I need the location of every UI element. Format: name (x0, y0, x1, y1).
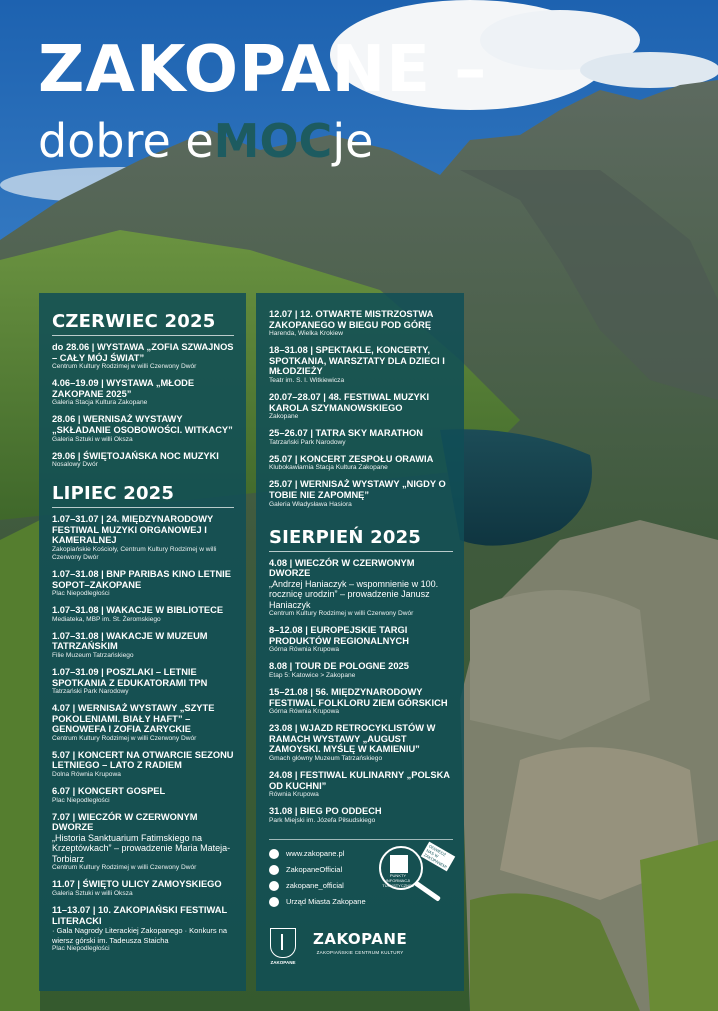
divider (269, 551, 453, 552)
link-instagram[interactable]: zakopane_official (269, 878, 453, 894)
page-subtitle: dobre eMOCje (38, 114, 374, 168)
event-item: 8.08 | TOUR DE POLOGNE 2025 Etap 5: Katowice > Zakopane (269, 661, 409, 679)
events-panel-left (39, 293, 246, 991)
social-links (269, 839, 453, 910)
events-panel-right (256, 293, 464, 991)
event-item: 15–21.08 | 56. MIĘDZYNARODOWY FESTIWAL FOLKLORU ZIEM GÓRSKICH Górna Równia Krupowa (269, 687, 448, 716)
event-item: 4.08 | WIECZÓR W CZERWONYM DWORZE „Andrzej Haniaczyk – wspomnienie w 100. rocznicę urodzin” – prowadzenie Janusz Haniaczyk Centrum Kultury Rodzimej w willi Czerwony Dwór (269, 557, 439, 618)
event-item: 25.07 | WERNISAŻ WYSTAWY „NIGDY O TOBIE NIE ZAPOMNĘ” Galeria Władysława Hasiora (269, 479, 446, 508)
event-item: 7.07 | WIECZÓR W CZERWONYM DWORZE „Historia Sanktuarium Fatimskiego na Krzeptówkach” – prowadzenie Maria Mateja-Torbiarz Centrum Kultury Rodzimej w willi Czerwony Dwór (52, 811, 231, 872)
event-item: 1.07–31.07 | 24. MIĘDZYNARODOWY FESTIWAL MUZYKI ORGANOWEJ I KAMERALNEJ Zakopiańskie Kościoły, Centrum Kultury Rodzimej w willi Czerwony Dwór (52, 514, 217, 561)
event-item: 8–12.08 | EUROPEJSKIE TARGI PRODUKTÓW REGIONALNYCH Górna Równia Krupowa (269, 625, 409, 654)
link-youtube[interactable]: Urząd Miasta Zakopane (269, 894, 453, 910)
event-item: 11.07 | ŚWIĘTO ULICY ZAMOYSKIEGO Galeria Sztuki w willi Oksza (52, 879, 222, 897)
event-item: 6.07 | KONCERT GOSPEL Plac Niepodległości (52, 786, 166, 804)
crest-icon (270, 928, 296, 958)
qr-code-badge: PUNKTY INFORMACJI TURYSTYCZNEJ ODWIEDŹ NAS W ZAKOPANEM! (379, 846, 447, 896)
event-item: 28.06 | WERNISAŻ WYSTAWY „SKŁADANIE OSOBOWOŚCI. WITKACY” Galeria Sztuki w willi Oksza (52, 414, 233, 443)
month-heading-august: SIERPIEŃ 2025 (269, 526, 422, 548)
divider (52, 335, 234, 336)
facebook-icon (269, 865, 279, 875)
event-item: 4.07 | WERNISAŻ WYSTAWY „SZYTE POKOLENIAMI. BIAŁY HAFT” – GENOWEFA I ZOFIA ZARYCKIE Centrum Kultury Rodzimej w willi Czerwony Dwór (52, 703, 215, 742)
divider (52, 507, 234, 508)
city-crest: ZAKOPANE (269, 928, 297, 965)
qr-code-icon (390, 855, 408, 873)
link-website[interactable]: www.zakopane.pl (269, 846, 453, 862)
event-item: 1.07–31.08 | BNP PARIBAS KINO LETNIE SOPOT–ZAKOPANE Plac Niepodległości (52, 568, 231, 598)
event-item: 4.06–19.09 | WYSTAWA „MŁODE ZAKOPANE 2025” Galeria Stacja Kultura Zakopane (52, 378, 195, 407)
event-item: 23.08 | WJAZD RETROCYKLISTÓW W RAMACH WYSTAWY „AUGUST ZAMOYSKI. MYŚLĘ W KAMIENIU” Gmach główny Muzeum Tatrzańskiego (269, 723, 436, 762)
subtitle-highlight: MOC (213, 114, 333, 168)
event-item: 25–26.07 | TATRA SKY MARATHON Tatrzański Park Narodowy (269, 428, 423, 446)
page-title: ZAKOPANE – (38, 33, 488, 107)
month-heading-june: CZERWIEC 2025 (52, 311, 216, 332)
instagram-icon (269, 881, 279, 891)
youtube-icon (269, 897, 279, 907)
event-item: 1.07–31.08 | WAKACJE W BIBLIOTECE Mediateka, MBP im. St. Żeromskiego (52, 605, 224, 623)
globe-icon (269, 849, 279, 859)
event-item: 1.07–31.09 | POSZLAKI – LETNIE SPOTKANIA Z EDUKATORAMI TPN Tatrzański Park Narodowy (52, 666, 208, 696)
event-item: do 28.06 | WYSTAWA „ZOFIA SZWAJNOS – CAŁY MÓJ ŚWIAT” Centrum Kultury Rodzimej w willi Czerwony Dwór (52, 342, 234, 371)
month-heading-july: LIPIEC 2025 (52, 483, 175, 505)
event-item: 31.08 | BIEG PO ODDECH Park Miejski im. Józefa Piłsudskiego (269, 806, 382, 824)
event-item: 20.07–28.07 | 48. FESTIWAL MUZYKI KAROLA SZYMANOWSKIEGO Zakopane (269, 391, 430, 421)
brand-logo: ZAKOPANE ZAKOPIAŃSKIE CENTRUM KULTURY (313, 929, 408, 955)
event-item: 1.07–31.08 | WAKACJE W MUZEUM TATRZAŃSKIM Filie Muzeum Tatrzańskiego (52, 630, 208, 659)
event-item: 11–13.07 | 10. ZAKOPIAŃSKI FESTIWAL LITERACKI · Gala Nagrody Literackiej Zakopanego · Konkurs na wiersz górski im. Tadeusza Staicha Plac Niepodległości (52, 904, 228, 953)
event-item: 25.07 | KONCERT ZESPOŁU ORAWIA Klubokawiarnia Stacja Kultura Zakopane (269, 453, 434, 472)
footer-logos (269, 928, 453, 965)
event-item: 5.07 | KONCERT NA OTWARCIE SEZONU LETNIEGO – LATO Z RADIEM Dolna Równia Krupowa (52, 749, 234, 779)
event-item: 24.08 | FESTIWAL KULINARNY „POLSKA OD KUCHNI” Równia Krupowa (269, 769, 450, 799)
event-item: 29.06 | ŚWIĘTOJAŃSKA NOC MUZYKI Nosalowy Dwór (52, 450, 219, 469)
event-item: 18–31.08 | SPEKTAKLE, KONCERTY, SPOTKANIA, WARSZTATY DLA DZIECI I MŁODZIEŻY Teatr im. S. I. Witkiewicza (269, 345, 445, 384)
link-facebook[interactable]: ZakopaneOfficial (269, 862, 453, 878)
event-item: 12.07 | 12. OTWARTE MISTRZOSTWA ZAKOPANEGO W BIEGU POD GÓRĘ Harenda, Wielka Krokiew (269, 309, 433, 338)
